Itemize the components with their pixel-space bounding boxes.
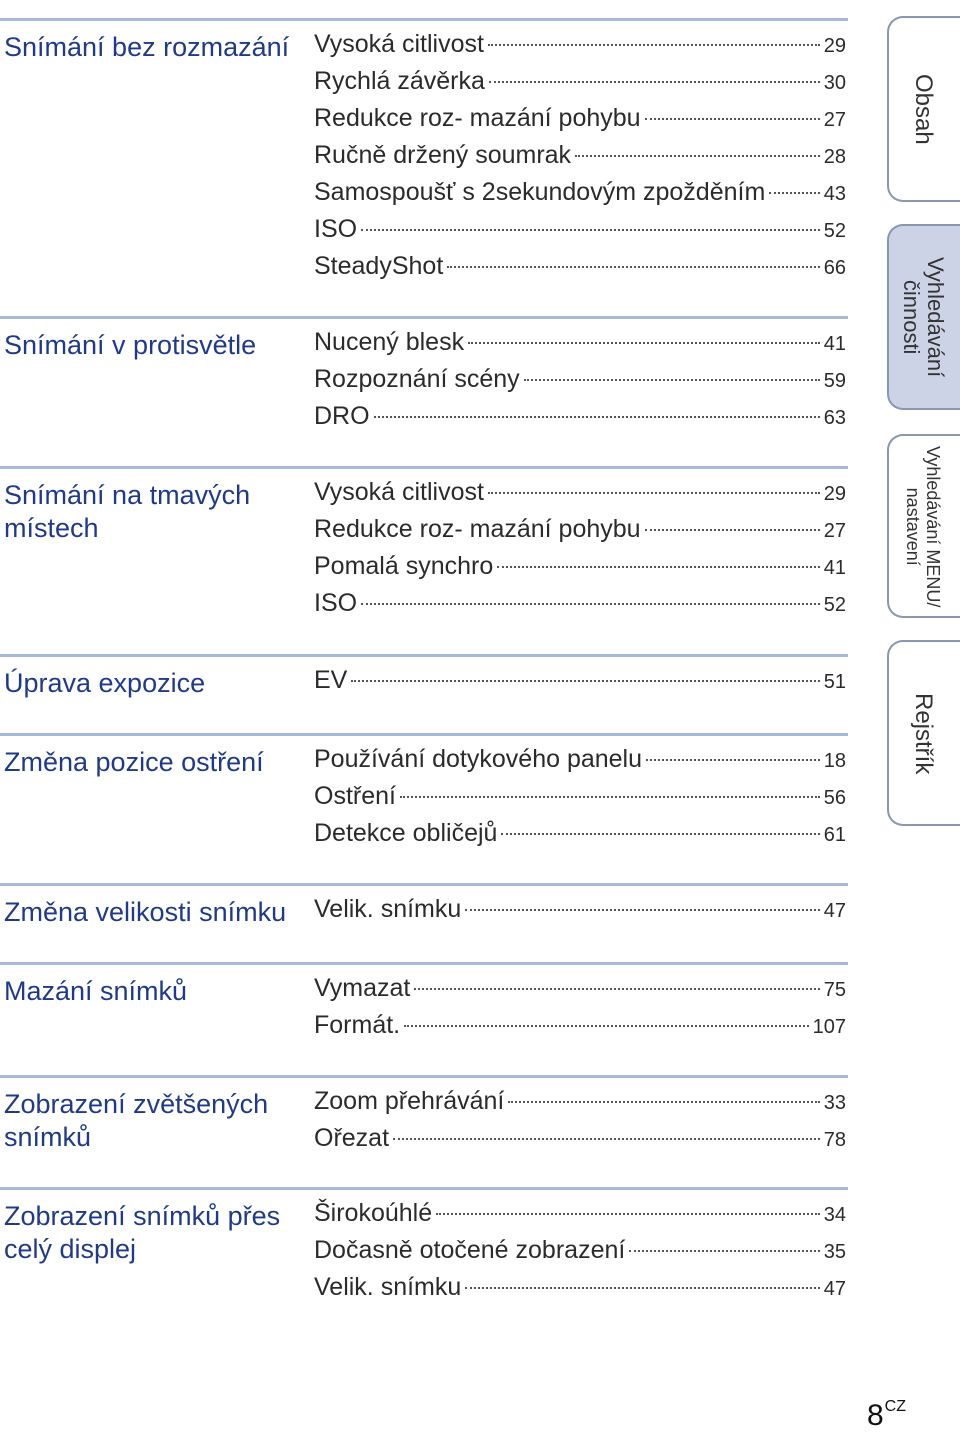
entry-label: Ostření xyxy=(314,782,396,810)
section-title: Snímání na tmavých místech xyxy=(4,480,251,543)
dot-leader xyxy=(351,680,819,682)
entry-label: DRO xyxy=(314,402,370,430)
entry-list xyxy=(314,327,846,438)
entry-page-link[interactable]: 47 xyxy=(823,1278,846,1300)
dot-leader xyxy=(508,1101,819,1103)
dot-leader xyxy=(488,492,820,494)
entry-list xyxy=(314,1198,846,1309)
toc-entry[interactable] xyxy=(314,551,846,588)
entry-label: Redukce roz- mazání pohybu xyxy=(314,515,641,543)
dot-leader xyxy=(524,379,820,381)
entry-page-link[interactable]: 43 xyxy=(823,183,846,205)
toc-entry[interactable] xyxy=(314,1272,846,1309)
toc-entry[interactable] xyxy=(314,477,846,514)
toc-entry[interactable] xyxy=(314,251,846,288)
dot-leader xyxy=(489,81,820,83)
toc-entry[interactable] xyxy=(314,364,846,401)
dot-leader xyxy=(497,566,820,568)
tab-label-line: Vyhledávání xyxy=(923,257,948,378)
dot-leader xyxy=(646,759,820,761)
entry-list xyxy=(314,744,846,855)
entry-page-link[interactable]: 78 xyxy=(823,1129,846,1151)
toc-entry[interactable] xyxy=(314,1123,846,1160)
entry-label: Redukce roz- mazání pohybu xyxy=(314,104,641,132)
entry-page-link[interactable]: 59 xyxy=(823,370,846,392)
dot-leader xyxy=(414,988,819,990)
entry-list xyxy=(314,665,846,702)
tab-label-line: Rejstřík xyxy=(910,692,937,774)
toc-section xyxy=(0,654,848,733)
section-title: Snímání bez rozmazání xyxy=(4,32,290,62)
tab-label xyxy=(910,693,936,774)
entry-label: Rozpoznání scény xyxy=(314,365,520,393)
tab-label-line: činnosti xyxy=(899,279,924,355)
entry-page-link[interactable]: 29 xyxy=(823,483,846,505)
entry-page-link[interactable]: 63 xyxy=(823,407,846,429)
toc-section xyxy=(0,316,848,466)
toc-entry[interactable] xyxy=(314,1198,846,1235)
section-title: Mazání snímků xyxy=(4,976,188,1006)
dot-leader xyxy=(361,603,820,605)
entry-label: ISO xyxy=(314,589,358,617)
dot-leader xyxy=(465,909,819,911)
entry-list xyxy=(314,477,846,625)
section-title: Úprava expozice xyxy=(4,668,206,698)
entry-page-link[interactable]: 75 xyxy=(823,979,846,1001)
entry-page-link[interactable]: 47 xyxy=(823,900,846,922)
toc-entry[interactable] xyxy=(314,665,846,702)
dot-leader xyxy=(374,416,820,418)
toc-entry[interactable] xyxy=(314,973,846,1010)
entry-page-link[interactable]: 27 xyxy=(823,520,846,542)
entry-page-link[interactable]: 41 xyxy=(823,557,846,579)
side-tab[interactable] xyxy=(887,224,960,410)
section-title: Změna velikosti snímku xyxy=(4,897,287,927)
entry-label: Ořezat xyxy=(314,1124,390,1152)
entry-page-link[interactable]: 52 xyxy=(823,220,846,242)
toc-section xyxy=(0,962,848,1075)
entry-label: Ručně držený soumrak xyxy=(314,141,572,169)
toc-entry[interactable] xyxy=(314,327,846,364)
entry-page-link[interactable]: 52 xyxy=(823,594,846,616)
entry-list xyxy=(314,894,846,931)
entry-page-link[interactable]: 51 xyxy=(823,671,846,693)
tab-label xyxy=(910,74,936,145)
tab-label-line: nastavení xyxy=(903,487,923,566)
entry-label: Dočasně otočené zobrazení xyxy=(314,1236,626,1264)
dot-leader xyxy=(629,1250,819,1252)
toc-entry[interactable] xyxy=(314,214,846,251)
entry-page-link[interactable]: 34 xyxy=(823,1204,846,1226)
entry-page-link[interactable]: 61 xyxy=(823,824,846,846)
toc-entry[interactable] xyxy=(314,1010,846,1047)
tab-label-line: Vyhledávání MENU/ xyxy=(923,445,943,607)
dot-leader xyxy=(645,118,820,120)
side-tab[interactable] xyxy=(887,434,960,618)
dot-leader xyxy=(465,1287,819,1289)
toc-entry[interactable] xyxy=(314,103,846,140)
entry-label: Širokoúhlé xyxy=(314,1199,433,1227)
toc-entry[interactable] xyxy=(314,781,846,818)
toc-section xyxy=(0,733,848,883)
dot-leader xyxy=(501,833,819,835)
page-number xyxy=(867,1398,906,1433)
toc-entry[interactable] xyxy=(314,140,846,177)
dot-leader xyxy=(575,155,820,157)
dot-leader xyxy=(404,1025,809,1027)
entry-label: Pomalá synchro xyxy=(314,552,494,580)
entry-label: SteadyShot xyxy=(314,252,444,280)
dot-leader xyxy=(393,1138,820,1140)
entry-label: Vymazat xyxy=(314,974,411,1002)
toc-entry[interactable] xyxy=(314,1235,846,1272)
toc-entry[interactable] xyxy=(314,588,846,625)
section-title: Snímání v protisvětle xyxy=(4,330,257,360)
entry-label: Vysoká citlivost xyxy=(314,478,484,506)
entry-page-link[interactable]: 28 xyxy=(823,146,846,168)
entry-page-link[interactable]: 30 xyxy=(823,72,846,94)
section-title: Zobrazení zvětšených snímků xyxy=(4,1089,269,1152)
entry-page-link[interactable]: 107 xyxy=(812,1016,846,1038)
entry-page-link[interactable]: 33 xyxy=(823,1092,846,1114)
toc-entry[interactable] xyxy=(314,514,846,551)
dot-leader xyxy=(447,266,819,268)
entry-label: Formát. xyxy=(314,1011,401,1039)
toc-section xyxy=(0,1187,848,1310)
toc-entry[interactable] xyxy=(314,744,846,781)
toc-entry[interactable] xyxy=(314,66,846,103)
entry-label: Nucený blesk xyxy=(314,328,465,356)
dot-leader xyxy=(769,192,819,194)
side-tab[interactable] xyxy=(887,640,960,826)
entry-page-link[interactable]: 41 xyxy=(823,333,846,355)
entry-list xyxy=(314,973,846,1047)
tab-label xyxy=(899,257,947,377)
entry-page-link[interactable]: 27 xyxy=(823,109,846,131)
toc-entry[interactable] xyxy=(314,818,846,855)
toc-section xyxy=(0,883,848,962)
toc-section xyxy=(0,466,848,654)
dot-leader xyxy=(468,342,820,344)
entry-label: Zoom přehrávání xyxy=(314,1087,505,1115)
side-tab[interactable] xyxy=(887,16,960,202)
entry-page-link[interactable]: 66 xyxy=(823,257,846,279)
section-title: Změna pozice ostření xyxy=(4,747,264,777)
toc-entry[interactable] xyxy=(314,177,846,214)
entry-list xyxy=(314,1086,846,1160)
entry-label: Vysoká citlivost xyxy=(314,30,484,58)
toc-entry[interactable] xyxy=(314,401,846,438)
page-number-suffix: CZ xyxy=(884,1398,906,1415)
entry-label: Detekce obličejů xyxy=(314,819,498,847)
entry-label: ISO xyxy=(314,215,358,243)
entry-label: Používání dotykového panelu xyxy=(314,745,643,773)
entry-page-link[interactable]: 18 xyxy=(823,750,846,772)
toc-section xyxy=(0,18,848,316)
toc-section xyxy=(0,1075,848,1187)
page-number-value: 8 xyxy=(866,1399,884,1432)
entry-page-link[interactable]: 56 xyxy=(823,787,846,809)
toc-entry[interactable] xyxy=(314,29,846,66)
dot-leader xyxy=(488,44,820,46)
toc-entry[interactable] xyxy=(314,1086,846,1123)
dot-leader xyxy=(400,796,820,798)
section-title: Zobrazení snímků přes celý displej xyxy=(4,1201,281,1264)
entry-page-link[interactable]: 29 xyxy=(823,35,846,57)
dot-leader xyxy=(645,529,820,531)
entry-label: Samospoušť s 2sekundovým zpožděním xyxy=(314,178,766,206)
entry-page-link[interactable]: 35 xyxy=(823,1241,846,1263)
entry-list xyxy=(314,29,846,288)
entry-label: Velik. snímku xyxy=(314,1273,462,1301)
dot-leader xyxy=(436,1213,820,1215)
toc-entry[interactable] xyxy=(314,894,846,931)
entry-label: EV xyxy=(314,666,348,694)
tab-label-line: Obsah xyxy=(910,73,937,145)
tab-label xyxy=(903,446,943,607)
dot-leader xyxy=(361,229,820,231)
entry-label: Velik. snímku xyxy=(314,895,462,923)
entry-label: Rychlá závěrka xyxy=(314,67,485,95)
